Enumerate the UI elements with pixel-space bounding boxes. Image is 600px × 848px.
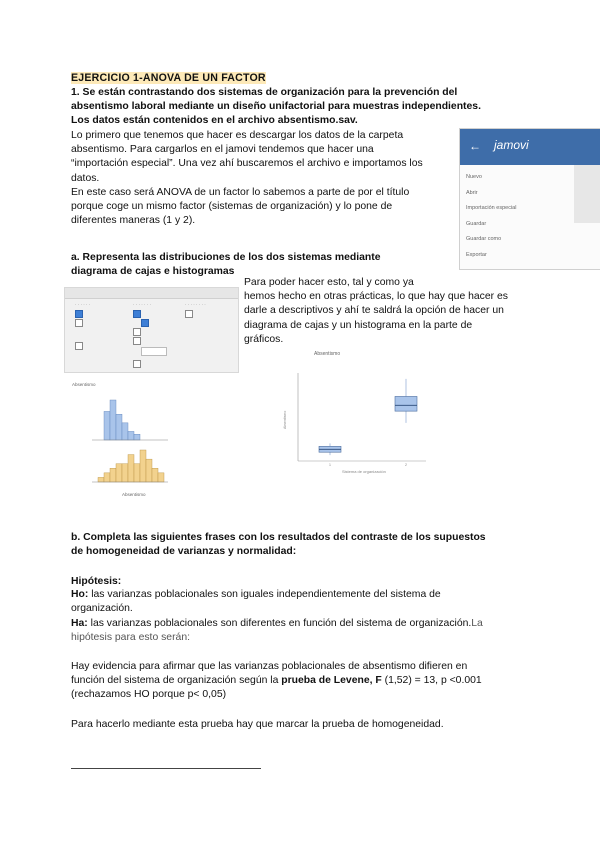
histogram-bar-top	[104, 411, 110, 440]
boxplot-xlabel: Sistema de organización	[342, 469, 386, 474]
section-a-line: darle a descriptivos y ahí te saldrá la opción de hacer un	[244, 305, 504, 317]
menu-item-save-as[interactable]: Guardar como	[466, 236, 502, 242]
levene-test-label: prueba de Levene, F	[281, 675, 382, 686]
evidence-line-1: Hay evidencia para afirmar que las varianzas poblacionales de absentismo difieren en	[71, 661, 468, 672]
checkbox-boxplot[interactable]	[133, 310, 141, 318]
h0-label: Ho:	[71, 589, 89, 600]
intro-line-1: 1. Se están contrastando dos sistemas de organización para la prevención del	[71, 87, 458, 98]
ha-gray-text: La	[471, 618, 483, 629]
boxplot-ylabel: Absentismo	[283, 410, 287, 429]
checkbox-violin[interactable]	[133, 328, 141, 336]
boxplot-chart	[276, 347, 436, 479]
section-a-title-2: diagrama de cajas e histogramas	[71, 266, 235, 277]
h0-text-line-2: organización.	[71, 603, 133, 614]
hypothesis-h0	[71, 588, 541, 602]
menu-item-export[interactable]: Exportar	[466, 252, 487, 258]
boxplot-tick-label: 1	[329, 463, 331, 467]
histogram-bar-top	[110, 400, 116, 440]
histogram-bar-top	[134, 434, 140, 440]
para1-line: porque coge un mismo factor (sistemas de organización) y lo pone de	[71, 201, 393, 213]
jamovi-side-panel	[574, 165, 600, 223]
intro-line-2: absentismo laboral mediante un diseño unifactorial para muestras independientes.	[71, 101, 481, 112]
intro-line-3: Los datos están contenidos en el archivo absentismo.sav.	[71, 115, 358, 126]
menu-item-save[interactable]: Guardar	[466, 221, 487, 227]
checkbox-bar[interactable]	[75, 342, 83, 350]
back-arrow-icon[interactable]: ←	[469, 139, 481, 153]
exercise-title	[71, 71, 266, 86]
menu-item-special-import[interactable]: Importación especial	[466, 205, 517, 211]
histogram-bar-top	[122, 423, 128, 440]
histogram-xlabel: Absentismo	[122, 492, 146, 497]
jamovi-menu-screenshot	[459, 128, 600, 270]
histogram-bar-bottom	[98, 477, 104, 482]
checkbox-density[interactable]	[75, 319, 83, 327]
menu-item-open[interactable]: Abrir	[466, 190, 478, 196]
section-b-title-1: b. Completa las siguientes frases con los resultados del contraste de los supuestos	[71, 532, 486, 543]
boxplot-tick-label: 2	[405, 463, 407, 467]
para1-line: absentismo. Para cargarlos en el jamovi tendemos que hacer una	[71, 144, 374, 156]
checkbox-qq[interactable]	[185, 310, 193, 318]
histogram-title: Absentismo	[72, 382, 96, 387]
section-a-line: hemos hecho en otras prácticas, lo que hay que hacer es	[244, 291, 508, 303]
histogram-bar-bottom	[128, 455, 134, 482]
options-header	[65, 288, 238, 299]
checkbox-label-outliers[interactable]	[141, 319, 149, 327]
section-a-line: gráficos.	[244, 333, 284, 345]
h0-text: las varianzas poblacionales son iguales independientemente del sistema de	[88, 589, 441, 600]
histogram-bottom-group	[98, 450, 164, 482]
menu-item-new[interactable]: Nuevo	[466, 174, 482, 180]
ha-text: las varianzas poblacionales son diferentes en función del sistema de organización.	[87, 618, 472, 629]
section-b-title-2: de homogeneidad de varianzas y normalidad:	[71, 546, 297, 557]
histogram-bar-bottom	[134, 464, 140, 482]
evidence-line-3: (rechazamos HO porque p< 0,05)	[71, 689, 227, 700]
section-a-line: Para poder hacer esto, tal y como ya	[244, 277, 414, 288]
hypothesis-ha	[71, 617, 551, 631]
histogram-bar-bottom	[152, 468, 158, 482]
evidence-line-2c: (1,52) = 13, p <0.001	[381, 675, 482, 686]
section-a-title-1: a. Representa las distribuciones de los dos sistemas mediante	[71, 252, 381, 263]
checkbox-mean[interactable]	[133, 360, 141, 368]
histogram-chart	[64, 378, 176, 500]
final-line: Para hacerlo mediante esta prueba hay que marcar la prueba de homogeneidad.	[71, 719, 444, 730]
hypothesis-title: Hipótesis:	[71, 576, 122, 587]
footnote-divider	[71, 768, 261, 769]
boxplot-box	[395, 396, 417, 411]
checkbox-histogram[interactable]	[75, 310, 83, 318]
boxplot-groups	[319, 379, 417, 467]
para1-line: datos.	[71, 172, 100, 184]
evidence-line-2a: función del sistema de organización según la	[71, 675, 282, 686]
paragraph-1	[71, 129, 451, 228]
histogram-bar-top	[116, 414, 122, 440]
histogram-bar-bottom	[110, 468, 116, 482]
checkbox-data[interactable]	[133, 337, 141, 345]
section-a-text	[244, 276, 564, 347]
jitter-select[interactable]	[141, 347, 167, 356]
jamovi-header	[460, 129, 600, 165]
histogram-bar-bottom	[122, 464, 128, 482]
section-a-line: diagrama de cajas y un histograma en la parte de	[244, 319, 473, 331]
exercise-title-text: EJERCICIO 1-ANOVA DE UN FACTOR	[71, 72, 266, 84]
histogram-bar-bottom	[104, 473, 110, 482]
para1-line: “importación especial”. Una vez ahí buscaremos el archivo e importamos los	[71, 158, 423, 170]
histogram-bar-bottom	[158, 473, 164, 482]
histogram-bar-top	[128, 431, 134, 440]
histogram-bar-bottom	[140, 450, 146, 482]
ha-gray-text-line-2: hipótesis para esto serán:	[71, 632, 190, 643]
jamovi-brand: jamovi	[494, 138, 529, 152]
para1-line: diferentes maneras (1 y 2).	[71, 215, 196, 227]
histogram-top-group	[92, 400, 168, 440]
histogram-bar-bottom	[116, 464, 122, 482]
boxplot-title: Absentismo	[314, 351, 341, 357]
para1-line: Lo primero que tenemos que hacer es descargar los datos de la carpeta	[71, 130, 404, 141]
ha-label: Ha:	[71, 618, 88, 629]
plots-options-screenshot: · · · · · · · · · · · · · · · · · · · · ·	[64, 287, 239, 373]
para1-line: En este caso será ANOVA de un factor lo sabemos a parte de por el título	[71, 186, 410, 198]
evidence-line-2	[71, 674, 482, 688]
histogram-bar-bottom	[146, 459, 152, 482]
